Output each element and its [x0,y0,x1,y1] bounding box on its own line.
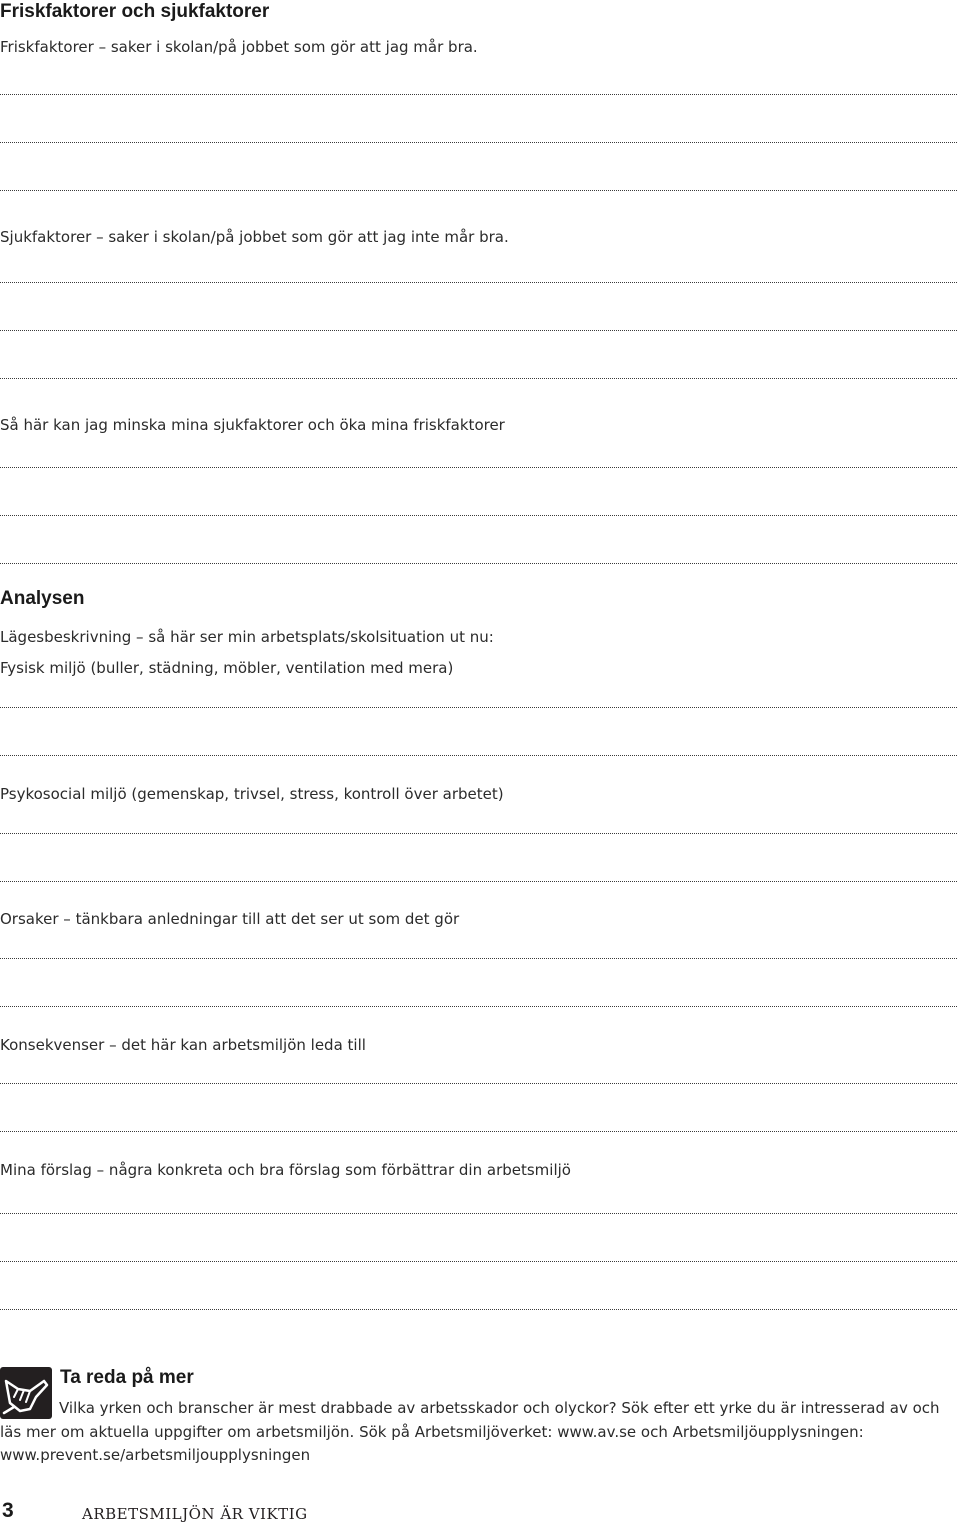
answer-line[interactable] [0,1309,957,1310]
answer-line[interactable] [0,1083,957,1084]
answer-line[interactable] [0,707,957,708]
prompt-psykosocial-miljo: Psykosocial miljö (gemenskap, trivsel, stress, kontroll över arbetet) [0,785,504,803]
info-body: Vilka yrken och branscher är mest drabbade av arbetsskador och olyckor? Sök efter ett yrke du är intresserad av och läs mer om aktuella uppgifter om arbetsmiljön. Sök på Arbetsmiljöverket: www.av.se och Arbetsmiljöupplysningen: www.prevent.se/arbetsmiljoupplysningen [0,1399,940,1464]
answer-line[interactable] [0,881,957,882]
answer-line[interactable] [0,378,957,379]
prompt-konsekvenser: Konsekvenser – det här kan arbetsmiljön leda till [0,1036,366,1054]
answer-line[interactable] [0,1261,957,1262]
answer-line[interactable] [0,755,957,756]
answer-line[interactable] [0,467,957,468]
section-title-analysen: Analysen [0,588,85,609]
info-title: Ta reda på mer [60,1367,194,1388]
answer-line[interactable] [0,94,957,95]
answer-line[interactable] [0,563,957,564]
answer-line[interactable] [0,142,957,143]
answer-line[interactable] [0,1131,957,1132]
prompt-mina-forslag: Mina förslag – några konkreta och bra förslag som förbättrar din arbetsmiljö [0,1161,571,1179]
prompt-orsaker: Orsaker – tänkbara anledningar till att det ser ut som det gör [0,910,460,928]
prompt-sjukfaktorer: Sjukfaktorer – saker i skolan/på jobbet som gör att jag inte mår bra. [0,228,509,246]
prompt-minska-sjukfaktorer: Så här kan jag minska mina sjukfaktorer och öka mina friskfaktorer [0,416,505,434]
section-title-friskfaktorer: Friskfaktorer och sjukfaktorer [0,1,270,22]
answer-line[interactable] [0,330,957,331]
answer-line[interactable] [0,833,957,834]
answer-line[interactable] [0,515,957,516]
intro-lagesbeskrivning: Lägesbeskrivning – så här ser min arbetsplats/skolsituation ut nu: [0,628,494,646]
prompt-fysisk-miljo: Fysisk miljö (buller, städning, möbler, ventilation med mera) [0,659,454,677]
answer-line[interactable] [0,282,957,283]
answer-line[interactable] [0,958,957,959]
answer-line[interactable] [0,190,957,191]
answer-line[interactable] [0,1006,957,1007]
footer-title: ARBETSMILJÖN ÄR VIKTIG [82,1505,308,1523]
page-number: 3 [2,1499,14,1522]
answer-line[interactable] [0,1213,957,1214]
prompt-friskfaktorer: Friskfaktorer – saker i skolan/på jobbet som gör att jag mår bra. [0,38,478,56]
